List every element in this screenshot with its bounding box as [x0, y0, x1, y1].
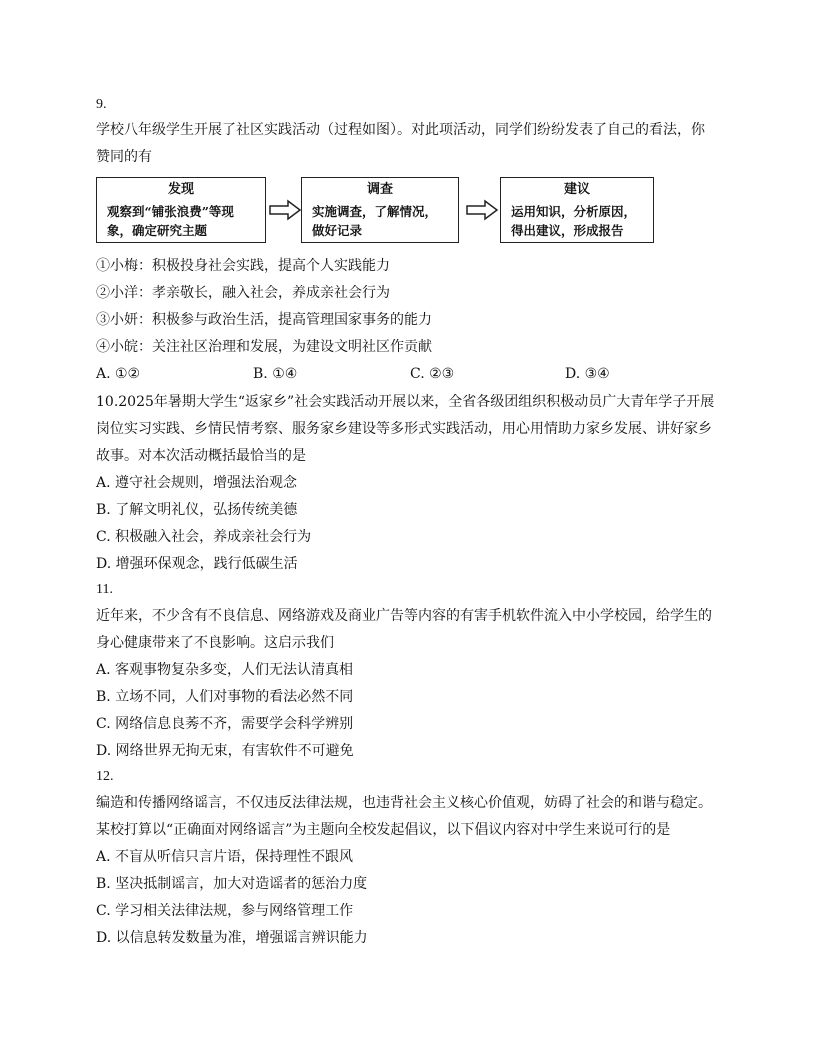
right-arrow-icon	[465, 199, 499, 221]
flow-box-discover	[96, 177, 266, 243]
q10-option-c: C. 积极融入社会，养成亲社会行为	[96, 529, 312, 545]
q9-statement: ①小梅：积极投身社会实践，提高个人实践能力	[96, 258, 390, 274]
q9-option-a: A. ①②	[96, 366, 141, 382]
q10-stem-line1: 10.2025年暑期大学生“返家乡”社会实践活动开展以来，全省各级团组织积极动员广大青年学子开展	[96, 394, 715, 410]
flow-box-line: 实施调查，了解情况，	[312, 204, 438, 219]
q11-number: 11.	[96, 582, 113, 597]
flow-box-line: 观察到“铺张浪费”等现	[107, 204, 234, 219]
q9-process-diagram	[96, 177, 656, 247]
q12-number: 12.	[96, 769, 114, 784]
q11-stem-line1: 近年来，不少含有不良信息、网络游戏及商业广告等内容的有害手机软件流入中小学校园，给学生的	[96, 608, 712, 624]
q12-option-a: A. 不盲从听信只言片语，保持理性不跟风	[96, 849, 354, 865]
q11-option-b: B. 立场不同，人们对事物的看法必然不同	[96, 689, 354, 705]
flow-box-title: 发现	[167, 182, 194, 197]
q9-stem-line1: 学校八年级学生开展了社区实践活动（过程如图）。对此项活动，同学们纷纷发表了自己的看法，你	[96, 122, 705, 138]
q10-option-b: B. 了解文明礼仪，弘扬传统美德	[96, 502, 298, 518]
q9-statement: ③小妍：积极参与政治生活，提高管理国家事务的能力	[96, 312, 432, 328]
q9-stem-line2: 赞同的有	[96, 149, 152, 165]
flow-box-text	[312, 202, 452, 240]
q11-option-d: D. 网络世界无拘无束，有害软件不可避免	[96, 743, 354, 759]
q12-stem-line2: 某校打算以“正确面对网络谣言”为主题向全校发起倡议，以下倡议内容对中学生来说可行的是	[96, 822, 671, 838]
q9-option-c: C. ②③	[410, 366, 455, 382]
flow-box-title: 建议	[563, 182, 590, 197]
flow-box-line: 运用知识，分析原因，	[511, 204, 637, 219]
q11-option-a: A. 客观事物复杂多变，人们无法认清真相	[96, 662, 354, 678]
q10-stem-line3: 故事。对本次活动概括最恰当的是	[96, 448, 306, 464]
flow-box-line: 做好记录	[312, 223, 363, 238]
q10-option-d: D. 增强环保观念，践行低碳生活	[96, 556, 298, 572]
q12-stem-line1: 编造和传播网络谣言，不仅违反法律法规，也违背社会主义核心价值观，妨碍了社会的和谐与稳定。	[96, 795, 712, 811]
q12-option-c: C. 学习相关法律法规，参与网络管理工作	[96, 903, 354, 919]
q9-statement: ②小洋：孝亲敬长，融入社会，养成亲社会行为	[96, 285, 390, 301]
flow-box-title: 调查	[366, 182, 393, 197]
q9-statement: ④小皖：关注社区治理和发展，为建设文明社区作贡献	[96, 339, 432, 355]
q11-stem-line2: 身心健康带来了不良影响。这启示我们	[96, 635, 334, 651]
flow-box-investigate	[301, 177, 459, 243]
q10-option-a: A. 遵守社会规则，增强法治观念	[96, 475, 298, 491]
q10-stem-line2: 岗位实习实践、乡情民情考察、服务家乡建设等多形式实践活动，用心用情助力家乡发展、讲好家乡	[96, 421, 712, 437]
q12-option-b: B. 坚决抵制谣言，加大对造谣者的惩治力度	[96, 876, 368, 892]
flow-box-text	[511, 202, 647, 240]
q12-option-d: D. 以信息转发数量为准，增强谣言辨识能力	[96, 930, 368, 946]
q9-option-b: B. ①④	[253, 366, 298, 382]
right-arrow-icon	[268, 199, 302, 221]
flow-box-text	[107, 202, 259, 240]
q9-number: 9.	[96, 97, 107, 112]
flow-box-line: 得出建议，形成报告	[511, 223, 624, 238]
q11-option-c: C. 网络信息良莠不齐，需要学会科学辨别	[96, 716, 354, 732]
q9-option-d: D. ③④	[565, 366, 610, 382]
flow-box-suggest	[500, 177, 654, 243]
flow-box-line: 象，确定研究主题	[107, 223, 208, 238]
